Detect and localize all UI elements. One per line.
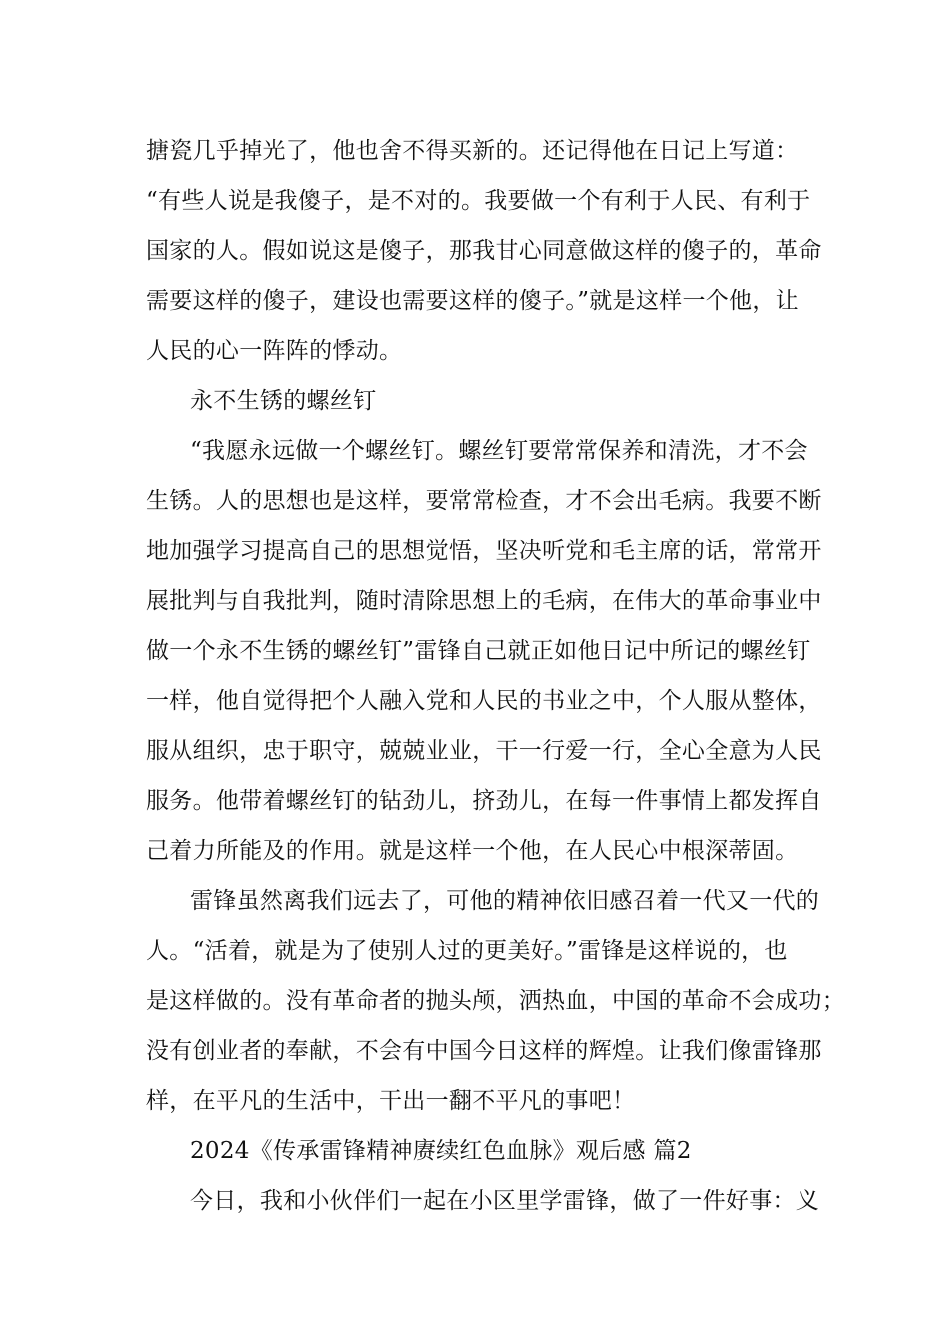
essay-title: 2024《传承雷锋精神赓续红色血脉》观后感 篇2 bbox=[190, 1138, 692, 1164]
text-line: 地加强学习提高自己的思想觉悟，坚决听党和毛主席的话，常常开 bbox=[146, 538, 822, 564]
text-line: 需要这样的傻子，建设也需要这样的傻子。”就是这样一个他，让 bbox=[146, 288, 799, 314]
text-line: 雷锋虽然离我们远去了，可他的精神依旧感召着一代又一代的 bbox=[190, 888, 820, 914]
text-line: 服从组织，忠于职守，兢兢业业，干一行爱一行，全心全意为人民 bbox=[146, 738, 822, 764]
text-line: 己着力所能及的作用。就是这样一个他，在人民心中根深蒂固。 bbox=[146, 838, 799, 864]
text-line: 服务。他带着螺丝钉的钻劲儿，挤劲儿，在每一件事情上都发挥自 bbox=[146, 788, 822, 814]
text-line: 一样，他自觉得把个人融入党和人民的书业之中，个人服从整体， bbox=[146, 688, 822, 714]
text-line: 做一个永不生锈的螺丝钉”雷锋自己就正如他日记中所记的螺丝钉 bbox=[146, 638, 811, 664]
text-line: 搪瓷几乎掉光了，他也舍不得买新的。还记得他在日记上写道： bbox=[146, 138, 799, 164]
text-line: 生锈。人的思想也是这样，要常常检查，才不会出毛病。我要不断 bbox=[146, 488, 822, 514]
text-line: 没有创业者的奉献，不会有中国今日这样的辉煌。让我们像雷锋那 bbox=[146, 1038, 822, 1064]
text-line: 国家的人。假如说这是傻子，那我甘心同意做这样的傻子的，革命 bbox=[146, 238, 822, 264]
text-line: “我愿永远做一个螺丝钉。螺丝钉要常常保养和清洗，才不会 bbox=[190, 438, 808, 464]
text-line: 样，在平凡的生活中，干出一翻不平凡的事吧！ bbox=[146, 1088, 636, 1114]
text-line: 是这样做的。没有革命者的抛头颅，洒热血，中国的革命不会成功； bbox=[146, 988, 845, 1014]
text-line: 人民的心一阵阵的悸动。 bbox=[146, 338, 403, 364]
text-line: 展批判与自我批判，随时清除思想上的毛病，在伟大的革命事业中 bbox=[146, 588, 822, 614]
section-heading: 永不生锈的螺丝钉 bbox=[190, 388, 377, 414]
text-line: 今日，我和小伙伴们一起在小区里学雷锋，做了一件好事：义 bbox=[190, 1188, 820, 1214]
text-line: “有些人说是我傻子，是不对的。我要做一个有利于人民、有利于 bbox=[146, 188, 811, 214]
text-line: 人。“活着，就是为了使别人过的更美好。”雷锋是这样说的，也 bbox=[146, 938, 788, 964]
